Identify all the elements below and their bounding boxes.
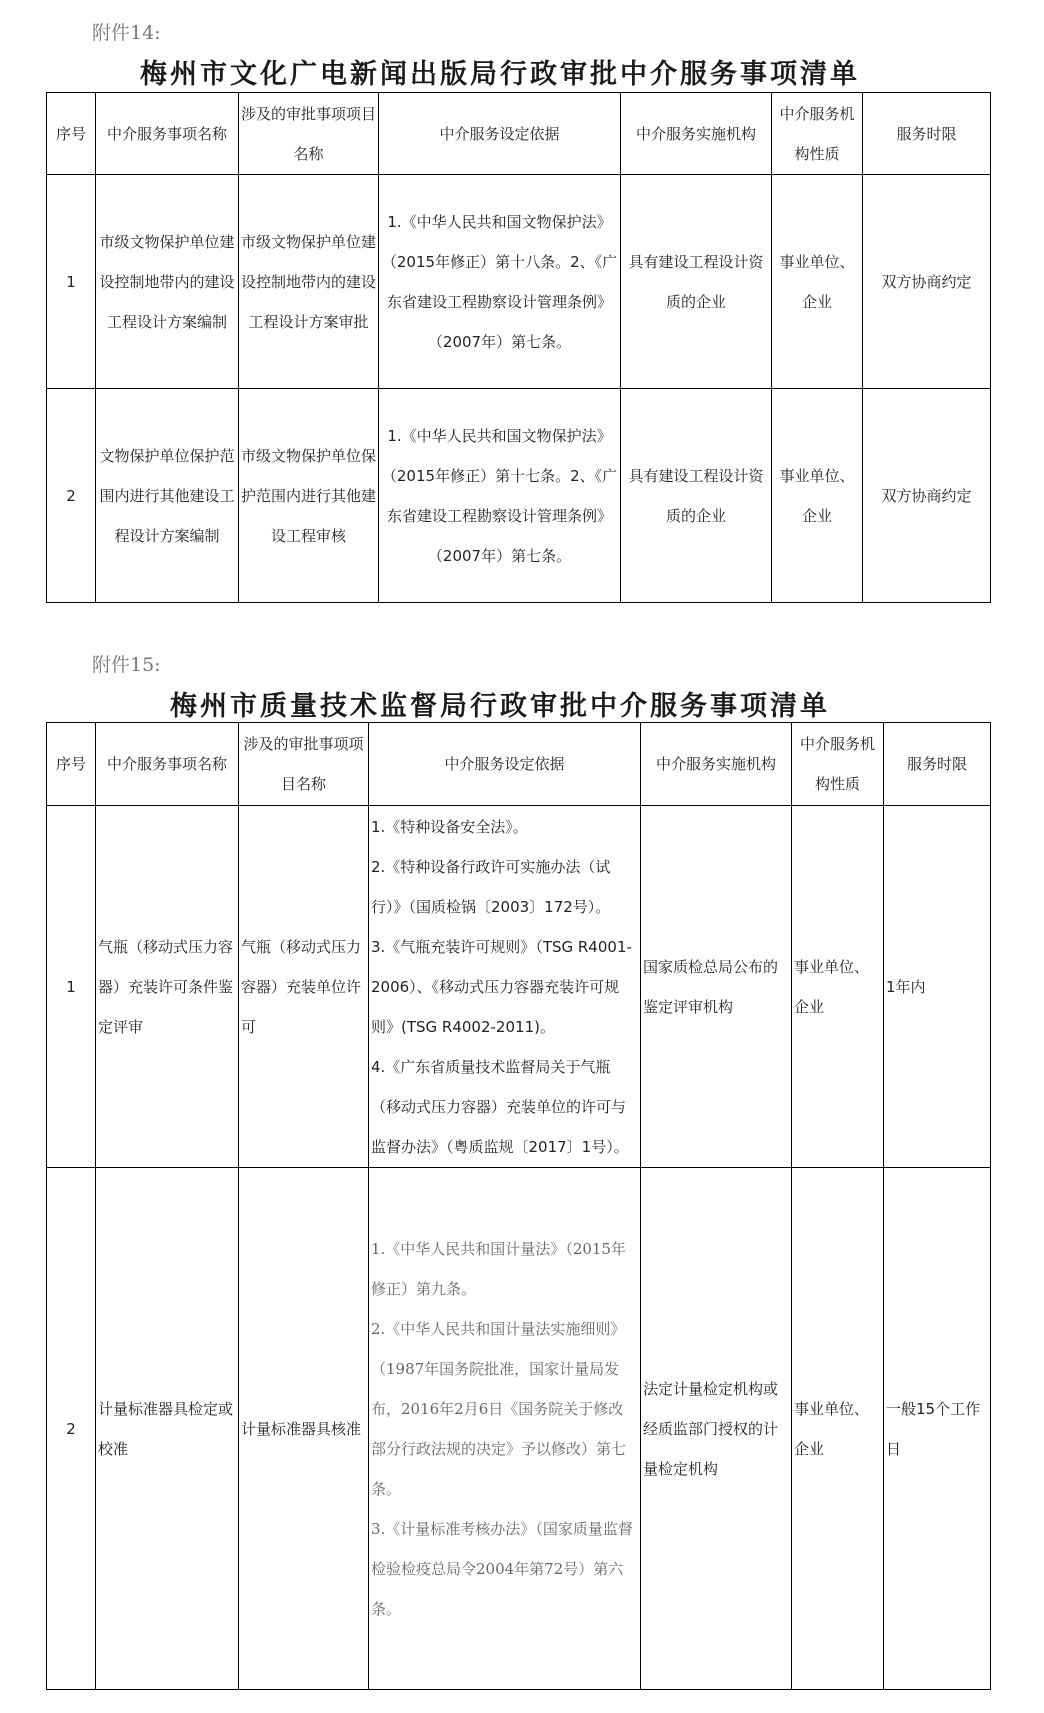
cell-nature: 事业单位、企业 [792,806,884,1168]
basis-line: 1.《特种设备安全法》。 [371,817,528,836]
cell-nature: 事业单位、企业 [772,175,863,389]
header-service: 中介服务事项名称 [96,93,239,175]
cell-agency: 具有建设工程设计资质的企业 [621,175,772,389]
cell-nature: 事业单位、企业 [772,389,863,603]
table-header-row [47,723,991,806]
basis-line: 4.《广东省质量技术监督局关于气瓶（移动式压力容器）充装单位的许可与监督办法》（粤质监规〔2017〕1号）。 [371,1057,629,1156]
basis-line: 3.《计量标准考核办法》（国家质量监督检验检疫总局令2004年第72号）第六条。 [371,1519,633,1618]
cell-no: 2 [47,389,96,603]
cell-no: 2 [47,1168,96,1690]
cell-basis: 1.《中华人民共和国文物保护法》（2015年修正）第十七条。2、《广东省建设工程勘察设计管理条例》（2007年）第七条。 [379,389,621,603]
cell-approval: 市级文物保护单位建设控制地带内的建设工程设计方案审批 [239,175,379,389]
cell-basis [369,1168,641,1690]
cell-service: 气瓶（移动式压力容器）充装许可条件鉴定评审 [96,806,239,1168]
table-header-row [47,93,991,175]
cell-time: 双方协商约定 [863,175,991,389]
basis-line: 3.《气瓶充装许可规则》（TSG R4001-2006）、《移动式压力容器充装许可规则》(TSG R4002-2011)。 [371,937,632,1036]
header-nature: 中介服务机构性质 [792,723,884,806]
table-row [47,806,991,1168]
section-14-table [46,92,991,603]
header-approval: 涉及的审批事项项目名称 [239,723,369,806]
cell-service: 市级文物保护单位建设控制地带内的建设工程设计方案编制 [96,175,239,389]
attachment-14-label: 附件14: [92,22,161,44]
header-nature: 中介服务机构性质 [772,93,863,175]
cell-nature: 事业单位、企业 [792,1168,884,1690]
cell-basis: 1.《中华人民共和国文物保护法》（2015年修正）第十八条。2、《广东省建设工程勘察设计管理条例》（2007年）第七条。 [379,175,621,389]
cell-no: 1 [47,175,96,389]
cell-time: 1年内 [884,806,991,1168]
header-approval: 涉及的审批事项项目名称 [239,93,379,175]
header-basis: 中介服务设定依据 [379,93,621,175]
cell-agency: 法定计量检定机构或经质监部门授权的计量检定机构 [641,1168,792,1690]
header-service: 中介服务事项名称 [96,723,239,806]
header-basis: 中介服务设定依据 [369,723,641,806]
table-row [47,175,991,389]
table-row [47,1168,991,1690]
cell-approval: 市级文物保护单位保护范围内进行其他建设工程审核 [239,389,379,603]
table-row [47,389,991,603]
header-time: 服务时限 [884,723,991,806]
basis-line: 1.《中华人民共和国计量法》（2015年修正）第九条。 [371,1239,626,1298]
cell-agency: 国家质检总局公布的鉴定评审机构 [641,806,792,1168]
cell-service: 文物保护单位保护范围内进行其他建设工程设计方案编制 [96,389,239,603]
cell-service: 计量标准器具检定或校准 [96,1168,239,1690]
basis-line: 2.《中华人民共和国计量法实施细则》（1987年国务院批准，国家计量局发布，2016年2月6日《国务院关于修改部分行政法规的决定》予以修改）第七条。 [371,1319,627,1498]
header-agency: 中介服务实施机构 [621,93,772,175]
cell-basis [369,806,641,1168]
section-15-table [46,722,991,1690]
cell-time: 一般15个工作日 [884,1168,991,1690]
header-no: 序号 [47,723,96,806]
header-time: 服务时限 [863,93,991,175]
section-14-title: 梅州市文化广电新闻出版局行政审批中介服务事项清单 [140,59,860,90]
cell-approval: 气瓶（移动式压力容器）充装单位许可 [239,806,369,1168]
header-no: 序号 [47,93,96,175]
cell-time: 双方协商约定 [863,389,991,603]
section-15-title: 梅州市质量技术监督局行政审批中介服务事项清单 [170,691,830,722]
header-agency: 中介服务实施机构 [641,723,792,806]
cell-no: 1 [47,806,96,1168]
cell-approval: 计量标准器具核准 [239,1168,369,1690]
cell-agency: 具有建设工程设计资质的企业 [621,389,772,603]
basis-line: 2.《特种设备行政许可实施办法（试行）》（国质检锅〔2003〕172号）。 [371,857,611,916]
attachment-15-label: 附件15: [92,654,161,676]
